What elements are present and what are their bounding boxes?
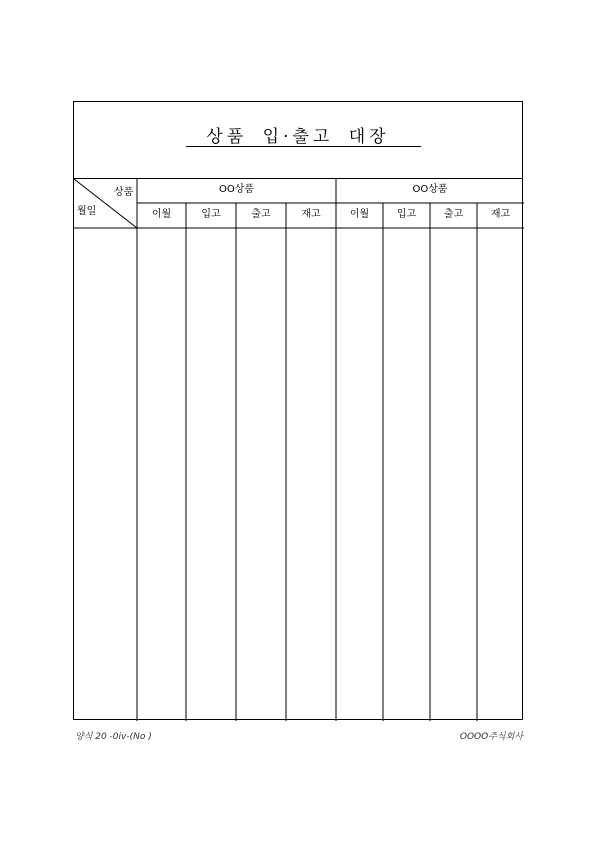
document-title: 상품 입·출고 대장 bbox=[206, 127, 390, 147]
product-header-1: OO상품 bbox=[218, 184, 255, 195]
column-header-outgoing: 출고 bbox=[251, 209, 271, 220]
form-number: 양식 20 -0iv-(No ) bbox=[75, 732, 152, 742]
ledger-form bbox=[73, 101, 523, 720]
company-name: OOOO주식회사 bbox=[459, 732, 523, 742]
column-header-stock: 재고 bbox=[490, 209, 511, 220]
column-header-outgoing: 출고 bbox=[443, 209, 464, 220]
column-header-carryover: 이월 bbox=[151, 209, 172, 220]
corner-label-date: 월일 bbox=[77, 206, 97, 217]
product-header-2: OO상품 bbox=[412, 184, 448, 195]
column-header-carryover: 이월 bbox=[349, 209, 370, 220]
corner-label-product: 상품 bbox=[114, 187, 134, 198]
column-header-incoming: 입고 bbox=[201, 209, 221, 220]
column-header-stock: 재고 bbox=[301, 209, 321, 220]
column-header-incoming: 입고 bbox=[396, 209, 417, 220]
